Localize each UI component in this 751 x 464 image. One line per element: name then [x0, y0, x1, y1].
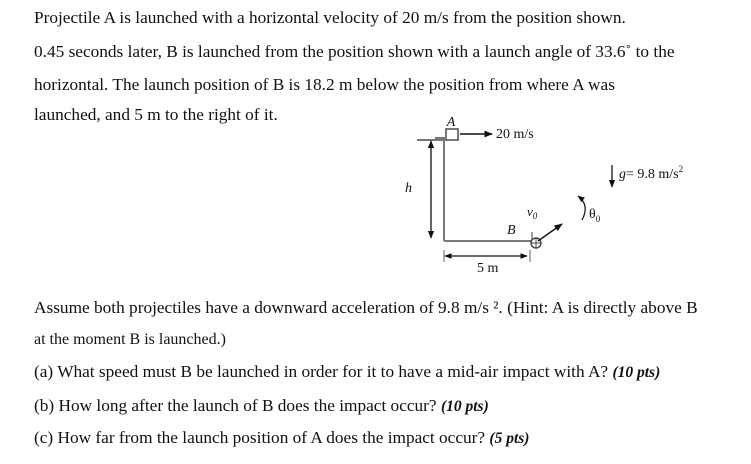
label-a: A	[446, 115, 456, 130]
velocity-a-label: 20 m/s	[496, 127, 534, 142]
question-a	[34, 362, 660, 383]
question-b-points: (10 pts)	[440, 398, 489, 415]
question-b-text: (b) How long after the launch of B does the impact occur?	[34, 396, 437, 415]
projectile-a-box	[446, 129, 458, 140]
question-c	[34, 428, 529, 449]
intro-line-3: horizontal. The launch position of B is 18.2 m below the position from where A was	[34, 75, 615, 94]
offset-label: 5 m	[477, 261, 499, 276]
height-label: h	[405, 181, 412, 196]
question-a-text: (a) What speed must B be launched in order for it to have a mid-air impact with A?	[34, 362, 609, 381]
question-c-text: (c) How far from the launch position of A does the impact occur?	[34, 428, 486, 447]
v0-label: $v_0$	[527, 204, 538, 221]
angle-arc	[578, 196, 585, 220]
question-a-points: (10 pts)	[612, 364, 661, 381]
assumption-line-1: Assume both projectiles have a downward acceleration of 9.8 m/s ². (Hint: A is directly above B	[34, 298, 698, 317]
gravity-label: g= 9.8 $m/s^2$	[619, 164, 684, 182]
assumption-line-2: at the moment B is launched.)	[34, 331, 226, 348]
question-c-points: (5 pts)	[489, 430, 530, 447]
theta-label: $\theta_0$	[589, 207, 601, 224]
intro-line-4: launched, and 5 m to the right of it.	[34, 105, 278, 124]
question-b	[34, 396, 489, 417]
intro-line-1: Projectile A is launched with a horizontal velocity of 20 m/s from the position shown.	[34, 8, 626, 27]
label-b: B	[507, 223, 516, 238]
velocity-arrow-b	[538, 224, 562, 241]
intro-line-2: 0.45 seconds later, B is launched from the position shown with a launch angle of 33.6˚ to the	[34, 42, 675, 61]
